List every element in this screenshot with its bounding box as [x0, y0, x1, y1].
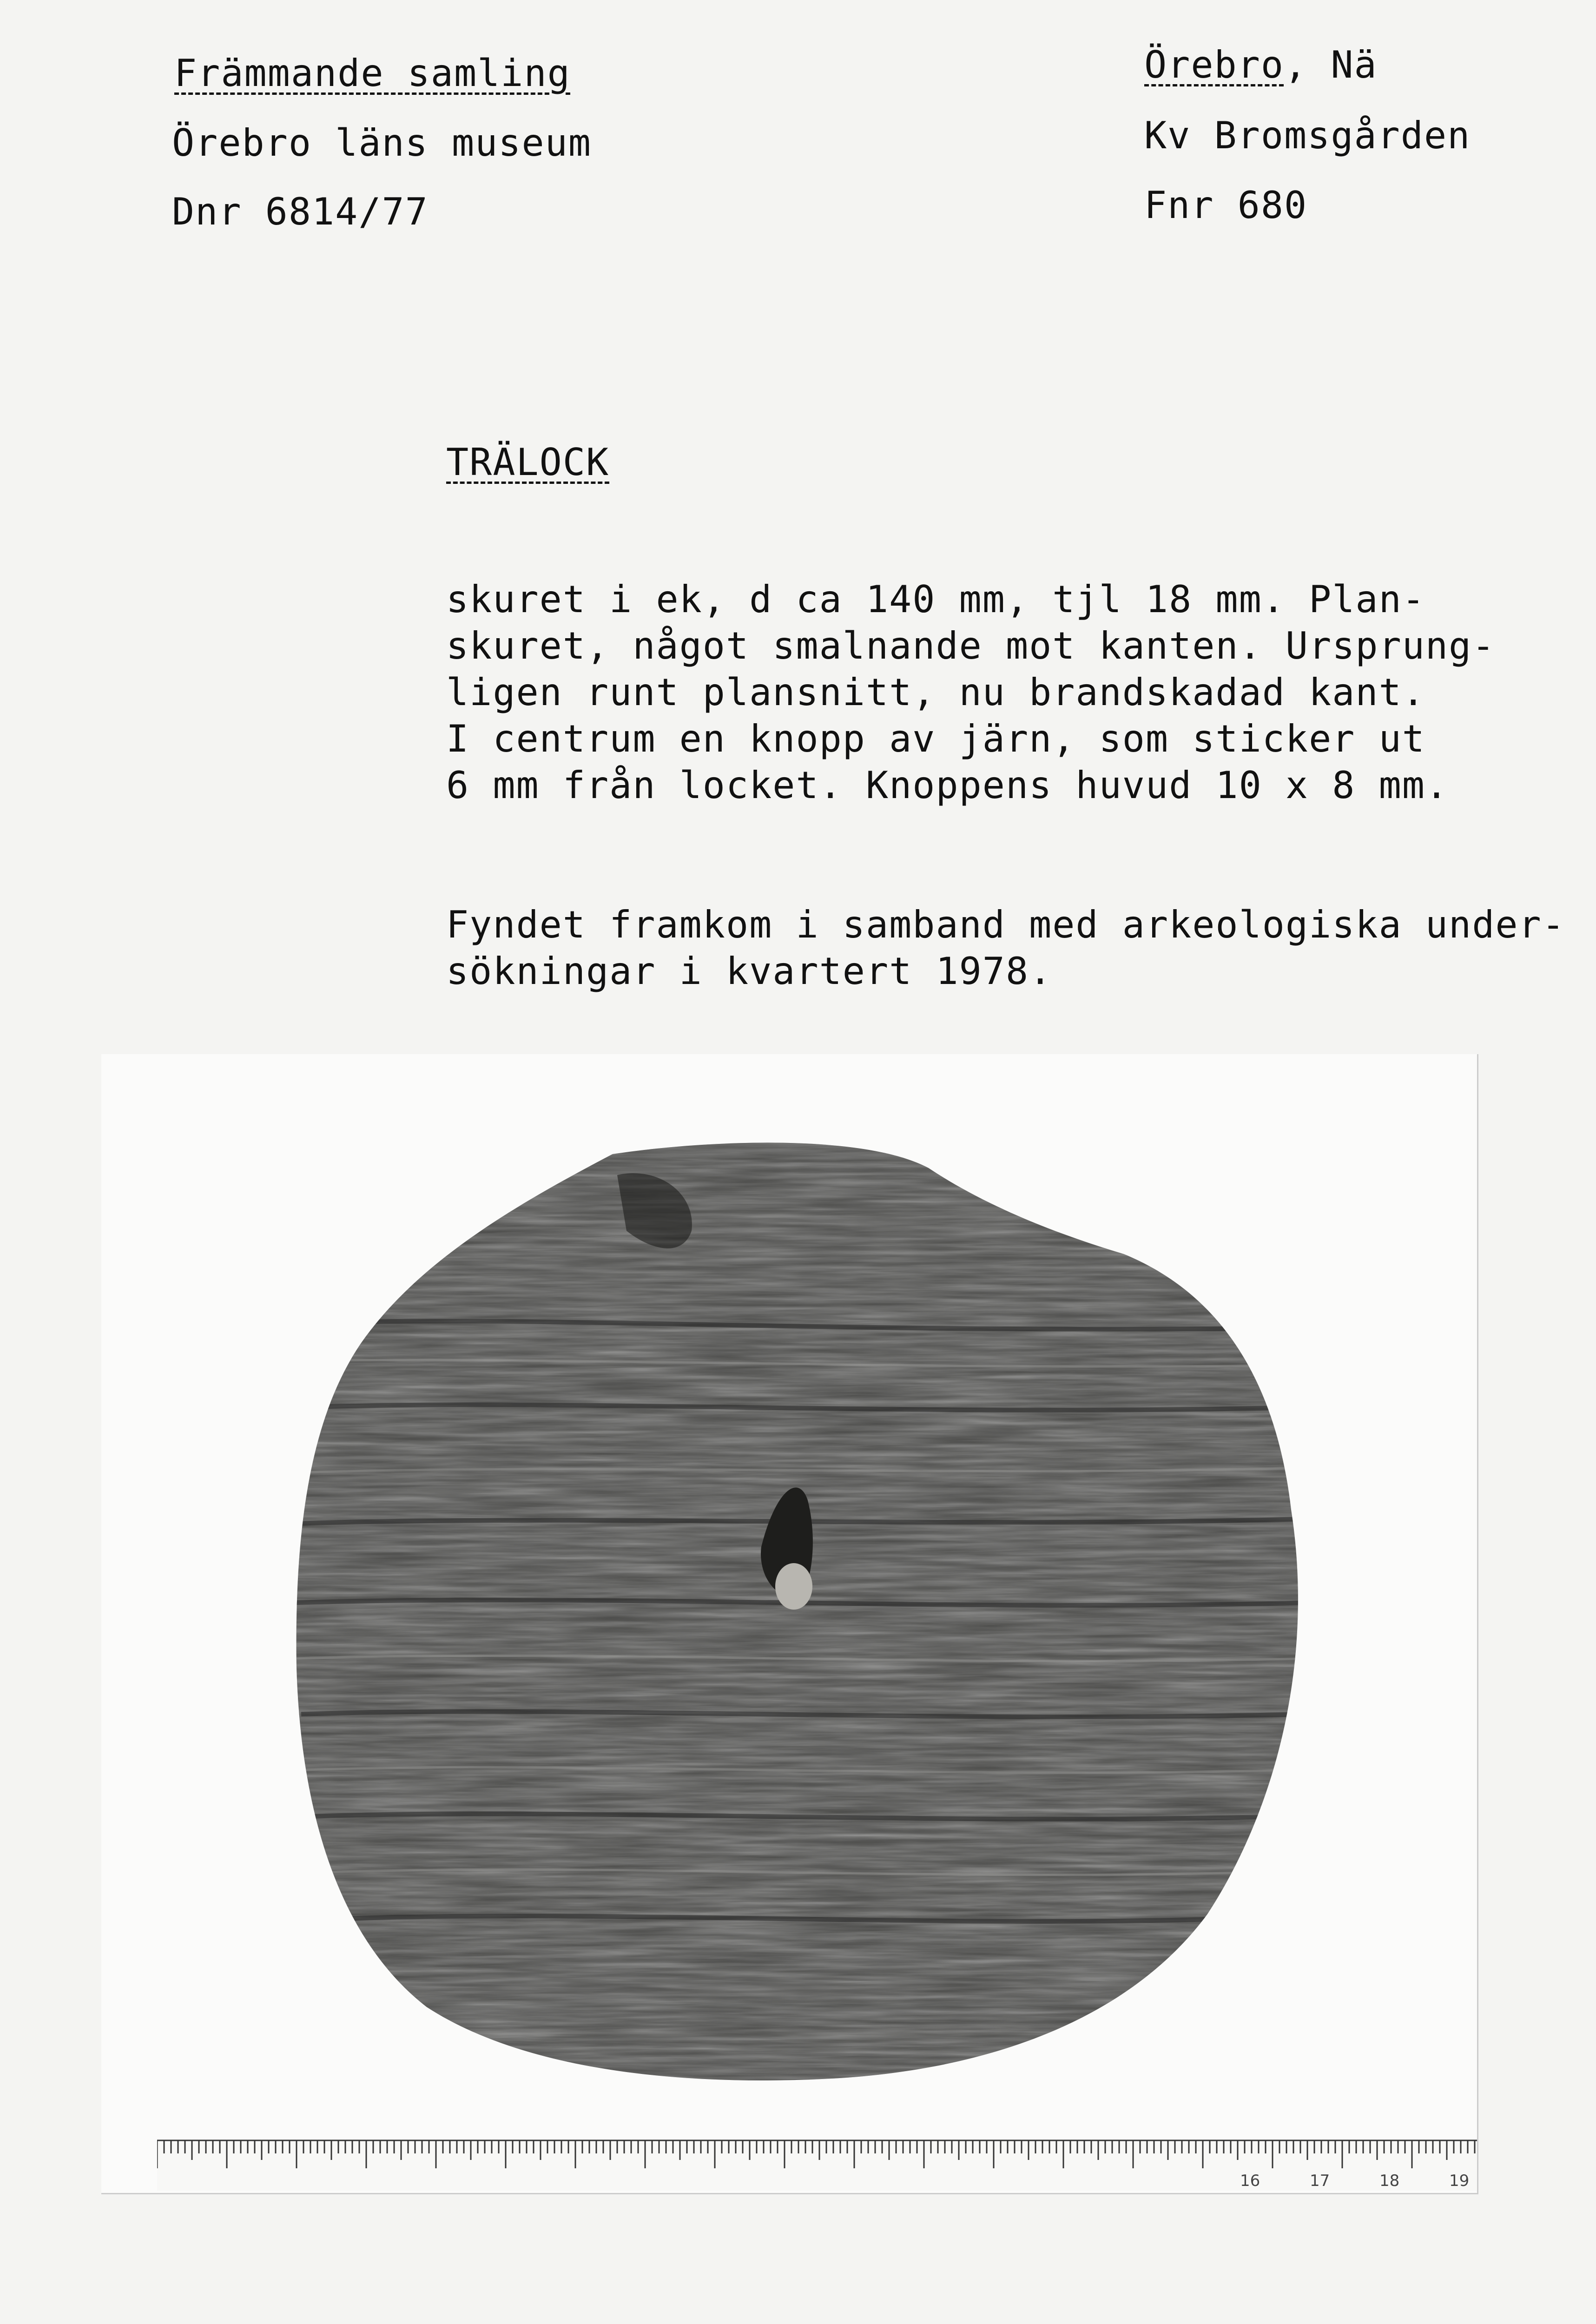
site-place — [1144, 43, 1378, 86]
object-title: TRÄLOCK — [446, 441, 610, 484]
wooden-lid-image — [101, 1054, 1477, 2193]
description-line: ligen runt plansnitt, nu brandskadad kant. — [446, 671, 1425, 714]
description-line: skuret i ek, d ca 140 mm, tjl 18 mm. Plan- — [446, 578, 1425, 621]
dnr-number: Dnr 6814/77 — [172, 190, 429, 233]
ruler-number: 19 — [1449, 2172, 1470, 2190]
fnr-number: Fnr 680 — [1144, 184, 1308, 227]
ruler-number: 17 — [1310, 2172, 1330, 2190]
description-line: I centrum en knopp av järn, som sticker ut — [446, 717, 1425, 760]
block-name: Kv Bromsgården — [1144, 114, 1471, 157]
description-line: 6 mm från locket. Knoppens huvud 10 x 8 mm. — [446, 764, 1449, 807]
place-suffix: , Nä — [1284, 43, 1378, 86]
museum-name: Örebro läns museum — [172, 121, 592, 165]
object-photograph — [101, 1054, 1478, 2194]
measurement-ruler — [157, 2139, 1477, 2191]
find-note-line: sökningar i kvartert 1978. — [446, 950, 1053, 993]
find-note-line: Fyndet framkom i samband med arkeologiska under- — [446, 903, 1565, 946]
collection-name: Främmande samling — [174, 52, 571, 95]
ruler-number: 18 — [1379, 2172, 1400, 2190]
description-block — [446, 530, 1565, 1041]
ruler-number: 16 — [1240, 2172, 1260, 2190]
description-line: skuret, något smalnande mot kanten. Ursprung- — [446, 624, 1496, 667]
place-name: Örebro — [1144, 43, 1284, 86]
